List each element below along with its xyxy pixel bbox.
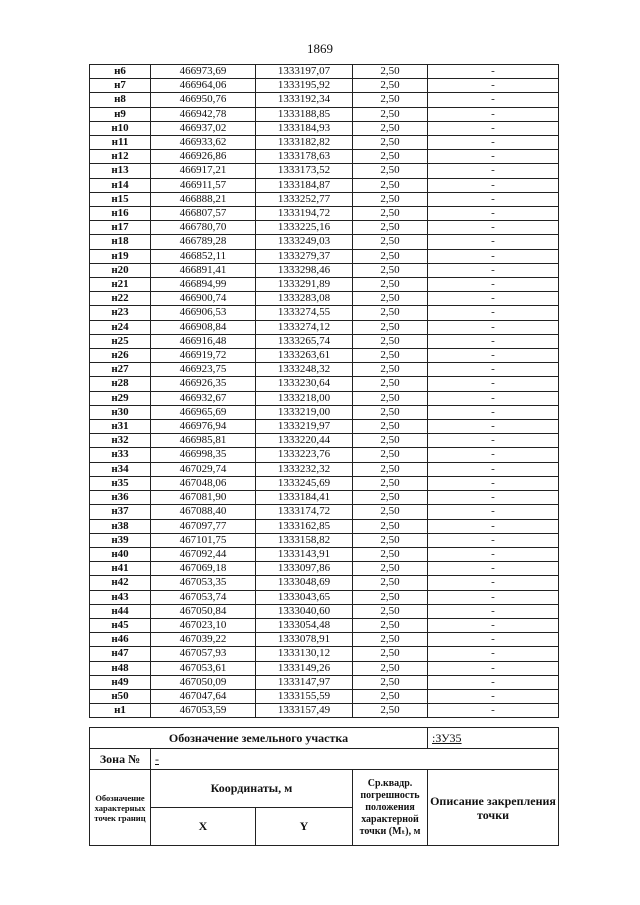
y-coordinate-cell: 1333283,08 [256, 292, 353, 306]
fixation-description-cell: - [428, 150, 559, 164]
y-coordinate-cell: 1333194,72 [256, 207, 353, 221]
x-coordinate-cell: 467057,93 [151, 647, 256, 661]
point-name-cell: н49 [90, 675, 151, 689]
fixation-description-cell: - [428, 235, 559, 249]
fixation-description-cell: - [428, 604, 559, 618]
fixation-description-cell: - [428, 533, 559, 547]
mean-square-error-cell: 2,50 [353, 590, 428, 604]
point-name-cell: н26 [90, 349, 151, 363]
y-coordinate-cell: 1333048,69 [256, 576, 353, 590]
table-row [90, 164, 559, 178]
mean-square-error-cell: 2,50 [353, 207, 428, 221]
page-number: 1869 [307, 41, 333, 56]
x-coordinate-cell: 466919,72 [151, 349, 256, 363]
y-coordinate-cell: 1333184,41 [256, 491, 353, 505]
point-name-cell: н42 [90, 576, 151, 590]
x-coordinate-cell: 466964,06 [151, 79, 256, 93]
y-coordinate-cell: 1333184,87 [256, 178, 353, 192]
table-row [90, 405, 559, 419]
mean-square-error-cell: 2,50 [353, 263, 428, 277]
y-coordinate-cell: 1333274,55 [256, 306, 353, 320]
table-row [90, 221, 559, 235]
x-coordinate-cell: 466894,99 [151, 278, 256, 292]
table-row [90, 65, 559, 79]
point-name-cell: н33 [90, 448, 151, 462]
mean-square-error-cell: 2,50 [353, 320, 428, 334]
point-name-cell: н15 [90, 192, 151, 206]
coordinates-header: Координаты, м [151, 770, 353, 808]
parcel-label: Обозначение земельного участка [90, 728, 428, 749]
mean-square-error-cell: 2,50 [353, 604, 428, 618]
mean-square-error-cell: 2,50 [353, 164, 428, 178]
point-name-cell: н37 [90, 505, 151, 519]
fixation-description-cell: - [428, 576, 559, 590]
mean-square-error-cell: 2,50 [353, 121, 428, 135]
table-row [90, 505, 559, 519]
y-coordinate-cell: 1333252,77 [256, 192, 353, 206]
y-coordinate-cell: 1333078,91 [256, 633, 353, 647]
y-coordinate-cell: 1333054,48 [256, 618, 353, 632]
table-row [90, 178, 559, 192]
mean-square-error-cell: 2,50 [353, 448, 428, 462]
x-coordinate-cell: 467050,09 [151, 675, 256, 689]
table-row [90, 590, 559, 604]
table-row [90, 604, 559, 618]
mean-square-error-cell: 2,50 [353, 420, 428, 434]
x-coordinate-cell: 466911,57 [151, 178, 256, 192]
x-coordinate-cell: 467023,10 [151, 618, 256, 632]
mean-square-error-cell: 2,50 [353, 107, 428, 121]
x-coordinate-cell: 467092,44 [151, 547, 256, 561]
x-coordinate-cell: 467029,74 [151, 462, 256, 476]
fixation-description-cell: - [428, 164, 559, 178]
point-name-cell: н25 [90, 334, 151, 348]
point-name-cell: н22 [90, 292, 151, 306]
x-coordinate-cell: 467053,59 [151, 704, 256, 718]
mean-square-error-cell: 2,50 [353, 661, 428, 675]
x-coordinate-cell: 467039,22 [151, 633, 256, 647]
mean-square-error-cell: 2,50 [353, 633, 428, 647]
fixation-description-cell: - [428, 306, 559, 320]
point-name-cell: н36 [90, 491, 151, 505]
fixation-description-cell: - [428, 476, 559, 490]
fixation-description-cell: - [428, 434, 559, 448]
table-row [90, 448, 559, 462]
table-row [90, 207, 559, 221]
mean-square-error-cell: 2,50 [353, 150, 428, 164]
y-coordinate-cell: 1333219,97 [256, 420, 353, 434]
zone-label: Зона № [90, 749, 151, 770]
y-coordinate-cell: 1333232,32 [256, 462, 353, 476]
mean-square-error-cell: 2,50 [353, 618, 428, 632]
point-name-cell: н8 [90, 93, 151, 107]
table-row [90, 121, 559, 135]
point-name-cell: н46 [90, 633, 151, 647]
table-row [90, 306, 559, 320]
fixation-description-cell: - [428, 207, 559, 221]
fixation-description-cell: - [428, 136, 559, 150]
fixation-description-cell: - [428, 405, 559, 419]
y-coordinate-cell: 1333040,60 [256, 604, 353, 618]
fixation-description-cell: - [428, 448, 559, 462]
x-coordinate-cell: 467069,18 [151, 562, 256, 576]
point-name-cell: н40 [90, 547, 151, 561]
fixation-description-header: Описание закрепления точки [428, 770, 559, 846]
y-coordinate-cell: 1333147,97 [256, 675, 353, 689]
mean-square-error-cell: 2,50 [353, 136, 428, 150]
point-name-cell: н20 [90, 263, 151, 277]
mean-square-error-cell: 2,50 [353, 647, 428, 661]
table-row [90, 334, 559, 348]
point-name-cell: н47 [90, 647, 151, 661]
x-coordinate-cell: 466926,86 [151, 150, 256, 164]
x-coordinate-cell: 466780,70 [151, 221, 256, 235]
y-coordinate-cell: 1333182,82 [256, 136, 353, 150]
point-name-cell: н9 [90, 107, 151, 121]
mean-square-error-cell: 2,50 [353, 462, 428, 476]
fixation-description-cell: - [428, 647, 559, 661]
point-name-cell: н13 [90, 164, 151, 178]
y-coordinate-cell: 1333162,85 [256, 519, 353, 533]
y-coordinate-cell: 1333291,89 [256, 278, 353, 292]
y-header: Y [256, 808, 353, 846]
point-name-cell: н45 [90, 618, 151, 632]
fixation-description-cell: - [428, 675, 559, 689]
y-coordinate-cell: 1333265,74 [256, 334, 353, 348]
y-coordinate-cell: 1333130,12 [256, 647, 353, 661]
mean-square-error-cell: 2,50 [353, 249, 428, 263]
fixation-description-cell: - [428, 107, 559, 121]
fixation-description-cell: - [428, 491, 559, 505]
point-name-cell: н35 [90, 476, 151, 490]
x-coordinate-cell: 466933,62 [151, 136, 256, 150]
x-coordinate-cell: 467050,84 [151, 604, 256, 618]
x-coordinate-cell: 466937,02 [151, 121, 256, 135]
table-row [90, 363, 559, 377]
point-name-cell: н11 [90, 136, 151, 150]
mean-square-error-cell: 2,50 [353, 278, 428, 292]
y-coordinate-cell: 1333218,00 [256, 391, 353, 405]
mean-square-error-cell: 2,50 [353, 547, 428, 561]
x-coordinate-cell: 467088,40 [151, 505, 256, 519]
table-row [90, 420, 559, 434]
y-coordinate-cell: 1333195,92 [256, 79, 353, 93]
fixation-description-cell: - [428, 249, 559, 263]
y-coordinate-cell: 1333245,69 [256, 476, 353, 490]
fixation-description-cell: - [428, 65, 559, 79]
table-row [90, 491, 559, 505]
mean-square-error-cell: 2,50 [353, 533, 428, 547]
table-row [90, 562, 559, 576]
x-coordinate-cell: 466906,53 [151, 306, 256, 320]
y-coordinate-cell: 1333197,07 [256, 65, 353, 79]
mean-square-error-cell: 2,50 [353, 505, 428, 519]
table-row [90, 661, 559, 675]
x-coordinate-cell: 466926,35 [151, 377, 256, 391]
x-coordinate-cell: 467081,90 [151, 491, 256, 505]
point-name-cell: н34 [90, 462, 151, 476]
fixation-description-cell: - [428, 178, 559, 192]
x-coordinate-cell: 467101,75 [151, 533, 256, 547]
mean-square-error-cell: 2,50 [353, 689, 428, 703]
y-coordinate-cell: 1333173,52 [256, 164, 353, 178]
table-row [90, 462, 559, 476]
point-name-cell: н48 [90, 661, 151, 675]
y-coordinate-cell: 1333263,61 [256, 349, 353, 363]
point-name-cell: н6 [90, 65, 151, 79]
point-name-cell: н7 [90, 79, 151, 93]
table-row [90, 93, 559, 107]
fixation-description-cell: - [428, 519, 559, 533]
mean-square-error-cell: 2,50 [353, 704, 428, 718]
point-name-cell: н44 [90, 604, 151, 618]
point-name-cell: н41 [90, 562, 151, 576]
table-row [90, 675, 559, 689]
y-coordinate-cell: 1333149,26 [256, 661, 353, 675]
point-name-cell: н50 [90, 689, 151, 703]
y-coordinate-cell: 1333279,37 [256, 249, 353, 263]
y-coordinate-cell: 1333220,44 [256, 434, 353, 448]
x-coordinate-cell: 466998,35 [151, 448, 256, 462]
y-coordinate-cell: 1333223,76 [256, 448, 353, 462]
point-name-cell: н1 [90, 704, 151, 718]
point-name-cell: н31 [90, 420, 151, 434]
coordinates-table [89, 64, 559, 718]
y-coordinate-cell: 1333157,49 [256, 704, 353, 718]
y-coordinate-cell: 1333184,93 [256, 121, 353, 135]
y-coordinate-cell: 1333298,46 [256, 263, 353, 277]
x-coordinate-cell: 466932,67 [151, 391, 256, 405]
point-name-cell: н17 [90, 221, 151, 235]
point-name-cell: н24 [90, 320, 151, 334]
x-coordinate-cell: 466965,69 [151, 405, 256, 419]
mean-square-error-cell: 2,50 [353, 363, 428, 377]
point-name-cell: н10 [90, 121, 151, 135]
fixation-description-cell: - [428, 221, 559, 235]
point-designation-header: Обозначение характерных точек границ [90, 770, 151, 846]
mean-square-error-cell: 2,50 [353, 476, 428, 490]
point-name-cell: н30 [90, 405, 151, 419]
mean-square-error-cell: 2,50 [353, 178, 428, 192]
x-coordinate-cell: 466807,57 [151, 207, 256, 221]
mean-square-error-cell: 2,50 [353, 235, 428, 249]
mean-square-error-cell: 2,50 [353, 391, 428, 405]
fixation-description-cell: - [428, 391, 559, 405]
table-row [90, 533, 559, 547]
x-coordinate-cell: 467048,06 [151, 476, 256, 490]
table-row [90, 150, 559, 164]
table-row [90, 349, 559, 363]
table-row [90, 704, 559, 718]
mean-square-error-cell: 2,50 [353, 519, 428, 533]
table-row [90, 519, 559, 533]
y-coordinate-cell: 1333174,72 [256, 505, 353, 519]
fixation-description-cell: - [428, 462, 559, 476]
fixation-description-cell: - [428, 121, 559, 135]
x-coordinate-cell: 466917,21 [151, 164, 256, 178]
table-row [90, 320, 559, 334]
point-name-cell: н27 [90, 363, 151, 377]
y-coordinate-cell: 1333158,82 [256, 533, 353, 547]
x-coordinate-cell: 467053,74 [151, 590, 256, 604]
x-coordinate-cell: 466852,11 [151, 249, 256, 263]
point-name-cell: н43 [90, 590, 151, 604]
fixation-description-cell: - [428, 420, 559, 434]
fixation-description-cell: - [428, 292, 559, 306]
mean-square-error-cell: 2,50 [353, 93, 428, 107]
x-coordinate-cell: 466923,75 [151, 363, 256, 377]
x-coordinate-cell: 466950,76 [151, 93, 256, 107]
point-name-cell: н28 [90, 377, 151, 391]
fixation-description-cell: - [428, 547, 559, 561]
mean-square-error-cell: 2,50 [353, 349, 428, 363]
x-coordinate-cell: 466976,94 [151, 420, 256, 434]
x-header: X [151, 808, 256, 846]
coordinates-table-body [90, 65, 559, 718]
y-coordinate-cell: 1333043,65 [256, 590, 353, 604]
mean-square-error-cell: 2,50 [353, 306, 428, 320]
fixation-description-cell: - [428, 334, 559, 348]
fixation-description-cell: - [428, 689, 559, 703]
y-coordinate-cell: 1333143,91 [256, 547, 353, 561]
table-row [90, 192, 559, 206]
table-row [90, 278, 559, 292]
y-coordinate-cell: 1333248,32 [256, 363, 353, 377]
table-row [90, 647, 559, 661]
mean-square-error-cell: 2,50 [353, 405, 428, 419]
y-coordinate-cell: 1333155,59 [256, 689, 353, 703]
point-name-cell: н23 [90, 306, 151, 320]
fixation-description-cell: - [428, 349, 559, 363]
parcel-table [89, 727, 559, 846]
table-row [90, 377, 559, 391]
x-coordinate-cell: 466891,41 [151, 263, 256, 277]
point-name-cell: н12 [90, 150, 151, 164]
point-name-cell: н21 [90, 278, 151, 292]
table-row [90, 107, 559, 121]
table-row [90, 136, 559, 150]
x-coordinate-cell: 467047,64 [151, 689, 256, 703]
mean-square-error-cell: 2,50 [353, 79, 428, 93]
mean-square-error-cell: 2,50 [353, 434, 428, 448]
x-coordinate-cell: 467053,35 [151, 576, 256, 590]
point-name-cell: н32 [90, 434, 151, 448]
x-coordinate-cell: 466942,78 [151, 107, 256, 121]
x-coordinate-cell: 466900,74 [151, 292, 256, 306]
x-coordinate-cell: 466985,81 [151, 434, 256, 448]
mean-square-error-cell: 2,50 [353, 65, 428, 79]
table-row [90, 391, 559, 405]
error-header: Ср.квадр. погрешность положения характерной точки (Mₜ), м [353, 770, 428, 846]
zone-value: - [151, 749, 559, 770]
fixation-description-cell: - [428, 704, 559, 718]
x-coordinate-cell: 467053,61 [151, 661, 256, 675]
table-row [90, 249, 559, 263]
fixation-description-cell: - [428, 93, 559, 107]
table-row [90, 434, 559, 448]
fixation-description-cell: - [428, 79, 559, 93]
mean-square-error-cell: 2,50 [353, 675, 428, 689]
fixation-description-cell: - [428, 278, 559, 292]
mean-square-error-cell: 2,50 [353, 192, 428, 206]
y-coordinate-cell: 1333178,63 [256, 150, 353, 164]
fixation-description-cell: - [428, 192, 559, 206]
table-row [90, 263, 559, 277]
point-name-cell: н19 [90, 249, 151, 263]
y-coordinate-cell: 1333097,86 [256, 562, 353, 576]
y-coordinate-cell: 1333230,64 [256, 377, 353, 391]
mean-square-error-cell: 2,50 [353, 377, 428, 391]
table-row [90, 576, 559, 590]
y-coordinate-cell: 1333274,12 [256, 320, 353, 334]
mean-square-error-cell: 2,50 [353, 292, 428, 306]
mean-square-error-cell: 2,50 [353, 221, 428, 235]
table-row [90, 633, 559, 647]
x-coordinate-cell: 466789,28 [151, 235, 256, 249]
fixation-description-cell: - [428, 661, 559, 675]
mean-square-error-cell: 2,50 [353, 562, 428, 576]
point-name-cell: н18 [90, 235, 151, 249]
mean-square-error-cell: 2,50 [353, 576, 428, 590]
fixation-description-cell: - [428, 633, 559, 647]
table-row [90, 476, 559, 490]
x-coordinate-cell: 466916,48 [151, 334, 256, 348]
table-row [90, 547, 559, 561]
fixation-description-cell: - [428, 505, 559, 519]
y-coordinate-cell: 1333188,85 [256, 107, 353, 121]
x-coordinate-cell: 466973,69 [151, 65, 256, 79]
point-name-cell: н14 [90, 178, 151, 192]
mean-square-error-cell: 2,50 [353, 334, 428, 348]
x-coordinate-cell: 466888,21 [151, 192, 256, 206]
y-coordinate-cell: 1333225,16 [256, 221, 353, 235]
point-name-cell: н38 [90, 519, 151, 533]
fixation-description-cell: - [428, 363, 559, 377]
y-coordinate-cell: 1333219,00 [256, 405, 353, 419]
table-row [90, 79, 559, 93]
fixation-description-cell: - [428, 263, 559, 277]
mean-square-error-cell: 2,50 [353, 491, 428, 505]
fixation-description-cell: - [428, 320, 559, 334]
parcel-value: :ЗУ35 [428, 728, 559, 749]
table-row [90, 292, 559, 306]
y-coordinate-cell: 1333192,34 [256, 93, 353, 107]
table-row [90, 618, 559, 632]
point-name-cell: н29 [90, 391, 151, 405]
x-coordinate-cell: 467097,77 [151, 519, 256, 533]
y-coordinate-cell: 1333249,03 [256, 235, 353, 249]
table-row [90, 235, 559, 249]
fixation-description-cell: - [428, 590, 559, 604]
point-name-cell: н39 [90, 533, 151, 547]
x-coordinate-cell: 466908,84 [151, 320, 256, 334]
point-name-cell: н16 [90, 207, 151, 221]
fixation-description-cell: - [428, 562, 559, 576]
table-row [90, 689, 559, 703]
fixation-description-cell: - [428, 377, 559, 391]
fixation-description-cell: - [428, 618, 559, 632]
